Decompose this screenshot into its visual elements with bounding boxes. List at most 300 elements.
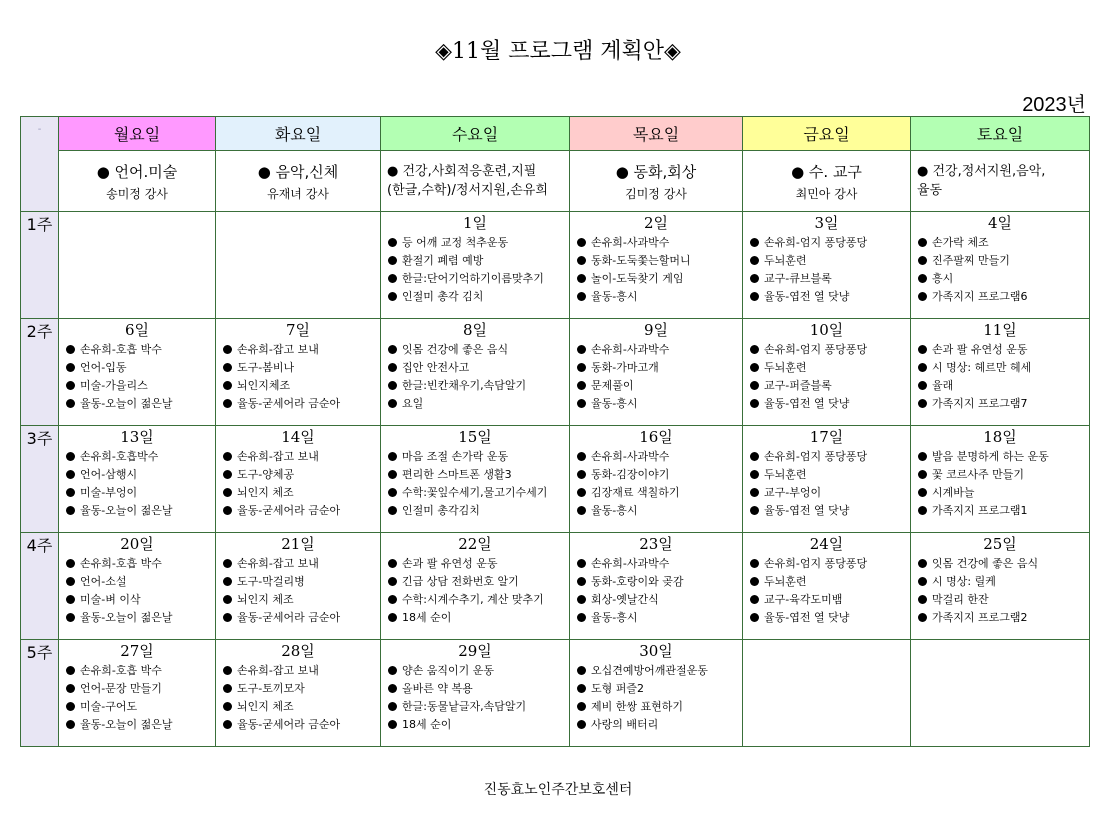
activity-item [750,252,910,270]
bullet-icon [918,470,927,479]
activity-list [570,662,742,734]
activity-text: 동화-호랑이와 곶감 [591,575,684,588]
header-friday: 금요일 [743,117,911,151]
activity-text: 미술-구어도 [80,700,138,713]
bullet-icon [750,256,759,265]
activity-item [577,609,742,627]
bullet-icon [66,720,75,729]
activity-text: 율동-굳세어라 금순아 [237,504,341,517]
bullet-icon [918,399,927,408]
activity-item [388,484,569,502]
bullet-icon [223,381,232,390]
activity-item [750,573,910,591]
bullet-icon [918,613,927,622]
bullet-icon [918,577,927,586]
bullet-icon [66,666,75,675]
activity-text: 오십견예방어깨관절운동 [591,664,708,677]
activity-text: 언어-삼행시 [80,468,138,481]
day-number: 8일 [462,321,488,339]
program-wednesday [381,151,570,212]
bullet-icon [388,256,397,265]
program-line: (한글,수학)/정서지원,손유희 [387,183,548,198]
day-number: 24일 [809,535,844,553]
activity-list [381,448,569,520]
week-row [21,426,1090,533]
bullet-icon [750,488,759,497]
week-label: 5주 [21,640,59,747]
activity-item [918,395,1089,413]
week-label: 4주 [21,533,59,640]
activity-item [577,662,742,680]
activity-item [918,341,1089,359]
activity-text: 손유희-호흡박수 [80,450,159,463]
activity-item [223,395,380,413]
schedule-table [20,116,1090,747]
bullet-icon [388,559,397,568]
bullet-icon [918,595,927,604]
activity-text: 두뇌훈련 [764,254,807,267]
activity-item [388,341,569,359]
activity-item [388,573,569,591]
activity-text: 가족지지 프로그램7 [932,397,1028,410]
bullet-icon [223,613,232,622]
bullet-icon [388,684,397,693]
activity-text: 잇몸 건강에 좋은 음식 [932,557,1039,570]
activity-item [223,591,380,609]
bullet-icon [388,666,397,675]
bullet-icon [388,595,397,604]
bullet-icon [918,256,927,265]
bullet-icon [577,345,586,354]
activity-text: 집안 안전사고 [402,361,470,374]
activity-item [66,555,215,573]
bullet-icon [750,559,759,568]
bullet-icon [577,256,586,265]
bullet-icon [66,345,75,354]
day-cell [570,426,743,533]
activity-item [388,609,569,627]
activity-list [911,341,1089,413]
activity-text: 율동-오늘이 젊은날 [80,611,173,624]
activity-list [59,341,215,413]
day-cell [743,640,911,747]
activity-item [66,359,215,377]
bullet-icon [577,274,586,283]
week-row [21,533,1090,640]
activity-text: 미술-가을리스 [80,379,148,392]
day-number: 16일 [639,428,673,446]
day-cell [570,533,743,640]
bullet-icon [388,399,397,408]
bullet-icon [223,684,232,693]
bullet-icon [223,702,232,711]
activity-item [577,484,742,502]
day-cell [911,640,1090,747]
activity-list [911,234,1089,306]
activity-text: 손유희-엄지 퐁당퐁당 [764,557,868,570]
activity-item [388,288,569,306]
activity-text: 손유희-사과박수 [591,236,670,249]
activity-item [223,609,380,627]
bullet-icon [577,470,586,479]
activity-item [66,591,215,609]
activity-text: 두뇌훈련 [764,468,807,481]
day-cell [59,212,216,319]
bullet-icon [750,238,759,247]
activity-text: 김장재료 색칠하기 [591,486,680,499]
activity-list [381,341,569,413]
activity-item [750,466,910,484]
activity-item [750,288,910,306]
activity-item [577,716,742,734]
activity-text: 손유희-사과박수 [591,450,670,463]
bullet-icon [223,720,232,729]
activity-text: 뇌인지 체조 [237,486,294,499]
activity-text: 손유희-엄지 퐁당퐁당 [764,343,868,356]
activity-text: 사랑의 배터리 [591,718,659,731]
day-cell [743,533,911,640]
activity-text: 동화-가마고개 [591,361,659,374]
bullet-icon [388,577,397,586]
activity-text: 한글:빈칸채우기,속담알기 [402,379,527,392]
activity-text: 편리한 스마트폰 생활3 [402,468,512,481]
bullet-icon [918,488,927,497]
activity-text: 회상-옛날간식 [591,593,659,606]
activity-item [577,591,742,609]
day-cell [216,212,381,319]
activity-text: 가족지지 프로그램1 [932,504,1028,517]
bullet-icon [750,470,759,479]
bullet-icon [577,506,586,515]
activity-item [223,466,380,484]
bullet-icon [388,274,397,283]
bullet-icon [223,363,232,372]
activity-text: 교구-퍼즐블록 [764,379,832,392]
activity-text: 율동-굳세어라 금순아 [237,611,341,624]
bullet-icon [750,577,759,586]
day-cell [216,640,381,747]
day-number: 30일 [639,642,673,660]
day-cell [381,319,570,426]
bullet-icon [388,345,397,354]
activity-text: 율동-흥시 [591,290,638,303]
bullet-icon [577,595,586,604]
activity-text: 두뇌훈련 [764,361,807,374]
day-number: 9일 [643,321,669,339]
activity-item [66,716,215,734]
activity-text: 교구-큐브블록 [764,272,832,285]
program-instructor: 유재녀 강사 [267,186,329,201]
bullet-icon [577,238,586,247]
activity-text: 교구-육각도미뱀 [764,593,843,606]
bullet-icon [918,506,927,515]
activity-item [918,448,1089,466]
day-number: 15일 [458,428,492,446]
header-saturday: 토요일 [911,117,1090,151]
day-number [743,640,910,662]
day-number: 18일 [983,428,1017,446]
activity-text: 손유희-엄지 퐁당퐁당 [764,450,868,463]
activity-item [388,448,569,466]
activity-item [223,573,380,591]
corner-mark: - [37,124,42,135]
activity-item [388,502,569,520]
activity-item [388,591,569,609]
program-tuesday [216,151,381,212]
activity-text: 손유희-엄지 퐁당퐁당 [764,236,868,249]
activity-text: 손유희-호흡 박수 [80,664,162,677]
activity-text: 한글:동물낱글자,속담알기 [402,700,527,713]
activity-item [750,484,910,502]
day-number: 2일 [643,214,669,232]
activity-text: 율동-흥시 [591,611,638,624]
activity-item [577,502,742,520]
day-cell [216,319,381,426]
bullet-icon [577,399,586,408]
activity-item [66,662,215,680]
activity-item [388,234,569,252]
activity-list [570,555,742,627]
activity-text: 등 어깨 교정 척추운동 [402,236,509,249]
day-number: 6일 [124,321,150,339]
bullet-icon [388,381,397,390]
activity-item [66,698,215,716]
bullet-icon [577,292,586,301]
day-number [911,640,1089,662]
activity-list [743,555,910,627]
activity-item [577,698,742,716]
activity-item [750,591,910,609]
bullet-icon [66,577,75,586]
bullet-icon [918,274,927,283]
activity-text: 가족지지 프로그램6 [932,290,1028,303]
day-number: 23일 [639,535,673,553]
activity-list [59,448,215,520]
program-title: ● 음악,신체 [257,162,339,181]
day-cell [570,212,743,319]
bullet-icon [66,470,75,479]
activity-item [223,555,380,573]
bullet-icon [66,488,75,497]
activity-text: 요일 [402,397,424,410]
activity-item [388,662,569,680]
activity-item [577,395,742,413]
activity-item [66,502,215,520]
bullet-icon [388,506,397,515]
activity-text: 한글:단어기억하기이름맞추기 [402,272,544,285]
activity-item [223,359,380,377]
day-cell [570,640,743,747]
bullet-icon [66,684,75,693]
week-row [21,212,1090,319]
activity-text: 뇌인지 체조 [237,700,294,713]
bullet-icon [750,345,759,354]
activity-item [918,234,1089,252]
activity-text: 도구-봄비나 [237,361,295,374]
activity-text: 발음 분명하게 하는 운동 [932,450,1049,463]
activity-item [66,680,215,698]
activity-item [223,502,380,520]
activity-text: 손유희-사과박수 [591,343,670,356]
bullet-icon [223,345,232,354]
activity-text: 손유희-잡고 보내 [237,557,319,570]
day-cell [59,533,216,640]
activity-item [577,377,742,395]
week-row [21,319,1090,426]
day-number: 20일 [120,535,154,553]
activity-item [66,466,215,484]
activity-text: 교구-부엉이 [764,486,822,499]
activity-text: 뇌인지체조 [237,379,291,392]
day-number: 14일 [281,428,315,446]
bullet-icon [750,274,759,283]
activity-item [66,341,215,359]
activity-list [381,555,569,627]
activity-text: 율동-엽전 열 닷냥 [764,504,850,517]
activity-text: 손유희-호흡 박수 [80,557,162,570]
activity-text: 인절미 총각 김치 [402,290,484,303]
program-title: ● 동화,회상 [615,162,697,181]
day-cell [381,426,570,533]
bullet-icon [577,577,586,586]
activity-text: 율동-엽전 열 닷냥 [764,611,850,624]
activity-item [223,484,380,502]
bullet-icon [918,452,927,461]
activity-item [577,555,742,573]
day-number: 3일 [814,214,839,232]
activity-item [388,555,569,573]
activity-item [388,698,569,716]
activity-list [911,555,1089,627]
activity-text: 문제풀이 [591,379,634,392]
bullet-icon [388,452,397,461]
program-saturday [911,151,1090,212]
activity-text: 도구-양체공 [237,468,295,481]
bullet-icon [66,381,75,390]
program-instructor: 최민아 강사 [795,186,858,201]
header-wednesday: 수요일 [381,117,570,151]
activity-item [750,270,910,288]
activity-text: 두뇌훈련 [764,575,807,588]
activity-list [216,662,380,734]
bullet-icon [223,452,232,461]
activity-item [577,466,742,484]
bullet-icon [388,292,397,301]
activity-item [223,698,380,716]
activity-text: 손과 팔 유연성 운동 [932,343,1028,356]
activity-list [59,555,215,627]
activity-text: 미술-부엉이 [80,486,138,499]
activity-list [381,662,569,734]
activity-text: 손유희-호흡 박수 [80,343,162,356]
activity-text: 18세 순이 [402,718,452,731]
activity-text: 마음 조절 손가락 운동 [402,450,509,463]
activity-item [750,502,910,520]
bullet-icon [918,238,927,247]
bullet-icon [388,363,397,372]
activity-text: 율동-엽전 열 닷냥 [764,290,850,303]
bullet-icon [66,452,75,461]
bullet-icon [223,399,232,408]
activity-list [743,341,910,413]
activity-list [59,662,215,734]
activity-text: 가족지지 프로그램2 [932,611,1028,624]
activity-list [216,341,380,413]
bullet-icon [918,381,927,390]
day-number: 13일 [120,428,154,446]
activity-text: 제비 한쌍 표현하기 [591,700,684,713]
activity-text: 율동-엽전 열 닷냥 [764,397,850,410]
program-instructor: 송미정 강사 [106,186,168,201]
activity-text: 뇌인지 체조 [237,593,294,606]
activity-text: 도구-토끼모자 [237,682,305,695]
bullet-icon [577,702,586,711]
activity-text: 시계바늘 [932,486,975,499]
bullet-icon [223,506,232,515]
day-number: 10일 [809,321,844,339]
bullet-icon [750,595,759,604]
activity-text: 손유희-잡고 보내 [237,450,319,463]
activity-item [577,341,742,359]
bullet-icon [577,613,586,622]
activity-text: 율동-흥시 [591,397,638,410]
day-cell [743,212,911,319]
day-cell [216,426,381,533]
activity-item [750,555,910,573]
activity-item [577,680,742,698]
bullet-icon [750,613,759,622]
activity-item [577,252,742,270]
bullet-icon [918,345,927,354]
activity-item [388,252,569,270]
activity-text: 양손 움직이기 운동 [402,664,495,677]
program-instructor: 김미정 강사 [625,186,687,201]
bullet-icon [223,577,232,586]
activity-text: 손유희-잡고 보내 [237,343,319,356]
activity-item [918,502,1089,520]
activity-text: 18세 순이 [402,611,452,624]
activity-text: 진주팔찌 만들기 [932,254,1010,267]
activity-item [577,234,742,252]
bullet-icon [66,559,75,568]
week-row [21,640,1090,747]
activity-item [750,359,910,377]
day-number: 17일 [809,428,844,446]
activity-text: 환절기 폐렴 예방 [402,254,484,267]
day-cell [59,426,216,533]
week-label: 1주 [21,212,59,319]
day-cell [911,426,1090,533]
bullet-icon [66,363,75,372]
day-number: 1일 [462,214,488,232]
activity-item [750,234,910,252]
activity-text: 시 명상: 헤르만 헤세 [932,361,1032,374]
activity-text: 도구-막걸리병 [237,575,305,588]
bullet-icon [577,559,586,568]
activity-list [570,234,742,306]
activity-text: 인절미 총각김치 [402,504,480,517]
activity-item [223,662,380,680]
activity-list [381,234,569,306]
bullet-icon [918,292,927,301]
bullet-icon [750,452,759,461]
activity-item [223,377,380,395]
day-number: 28일 [281,642,315,660]
day-number [216,212,380,234]
activity-text: 손유희-사과박수 [591,557,670,570]
activity-list [570,448,742,520]
bullet-icon [66,399,75,408]
